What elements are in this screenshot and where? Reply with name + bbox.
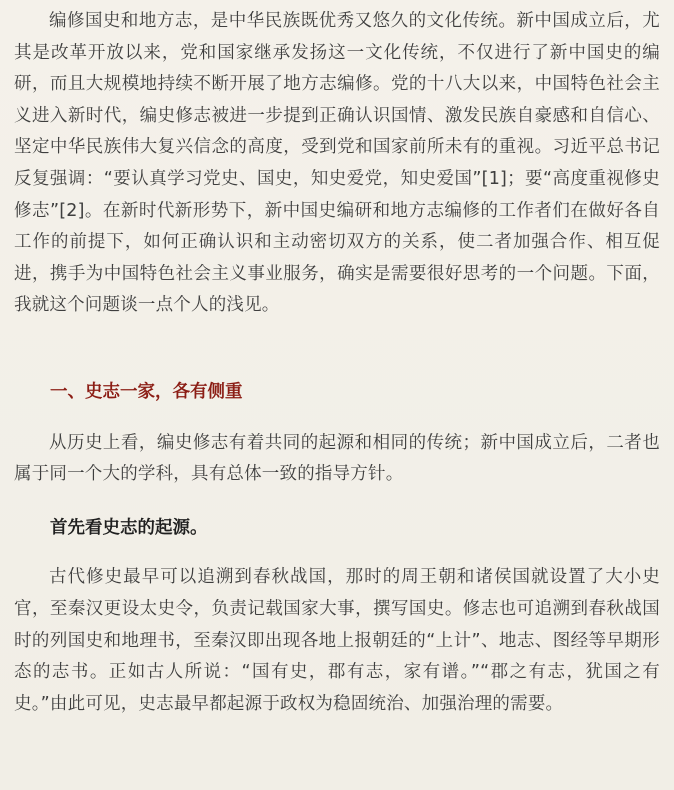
subsection-heading: 首先看史志的起源。 bbox=[50, 517, 208, 538]
section-intro-paragraph: 从历史上看，编史修志有着共同的起源和相同的传统；新中国成立后，二者也属于同一个大的学科，具有总体一致的指导方针。 bbox=[14, 432, 660, 485]
origin-paragraph: 古代修史最早可以追溯到春秋战国，那时的周王朝和诸侯国就设置了大小史官，至秦汉更设太史令，负责记载国家大事，撰写国史。修志也可追溯到春秋战国时的列国史和地理书，至秦汉即出现各地上报朝廷的“上计”、地志、图经等早期形态的志书。正如古人所说：“国有史，郡有志，家有谱。”“郡之有志，犹国之有史。”由此可见，史志最早都起源于政权为稳固统治、加强治理的需要。 bbox=[14, 567, 660, 714]
intro-paragraph: 编修国史和地方志，是中华民族既优秀又悠久的文化传统。新中国成立后，尤其是改革开放以来，党和国家继承发扬这一文化传统，不仅进行了新中国史的编研，而且大规模地持续不断开展了地方志编修。党的十八大以来，中国特色社会主义进入新时代，编史修志被进一步提到正确认识国情、激发民族自豪感和自信心、坚定中华民族伟大复兴信念的高度，受到党和国家前所未有的重视。习近平总书记反复强调：“要认真学习党史、国史，知史爱党，知史爱国”[1]；要“高度重视修史修志”[2]。在新时代新形势下，新中国史编研和地方志编修的工作者们在做好各自工作的前提下，如何正确认识和主动密切双方的关系，使二者加强合作、相互促进，携手为中国特色社会主义事业服务，确实是需要很好思考的一个问题。下面，我就这个问题谈一点个人的浅见。 bbox=[14, 11, 660, 316]
section-heading: 一、史志一家，各有侧重 bbox=[50, 382, 243, 402]
